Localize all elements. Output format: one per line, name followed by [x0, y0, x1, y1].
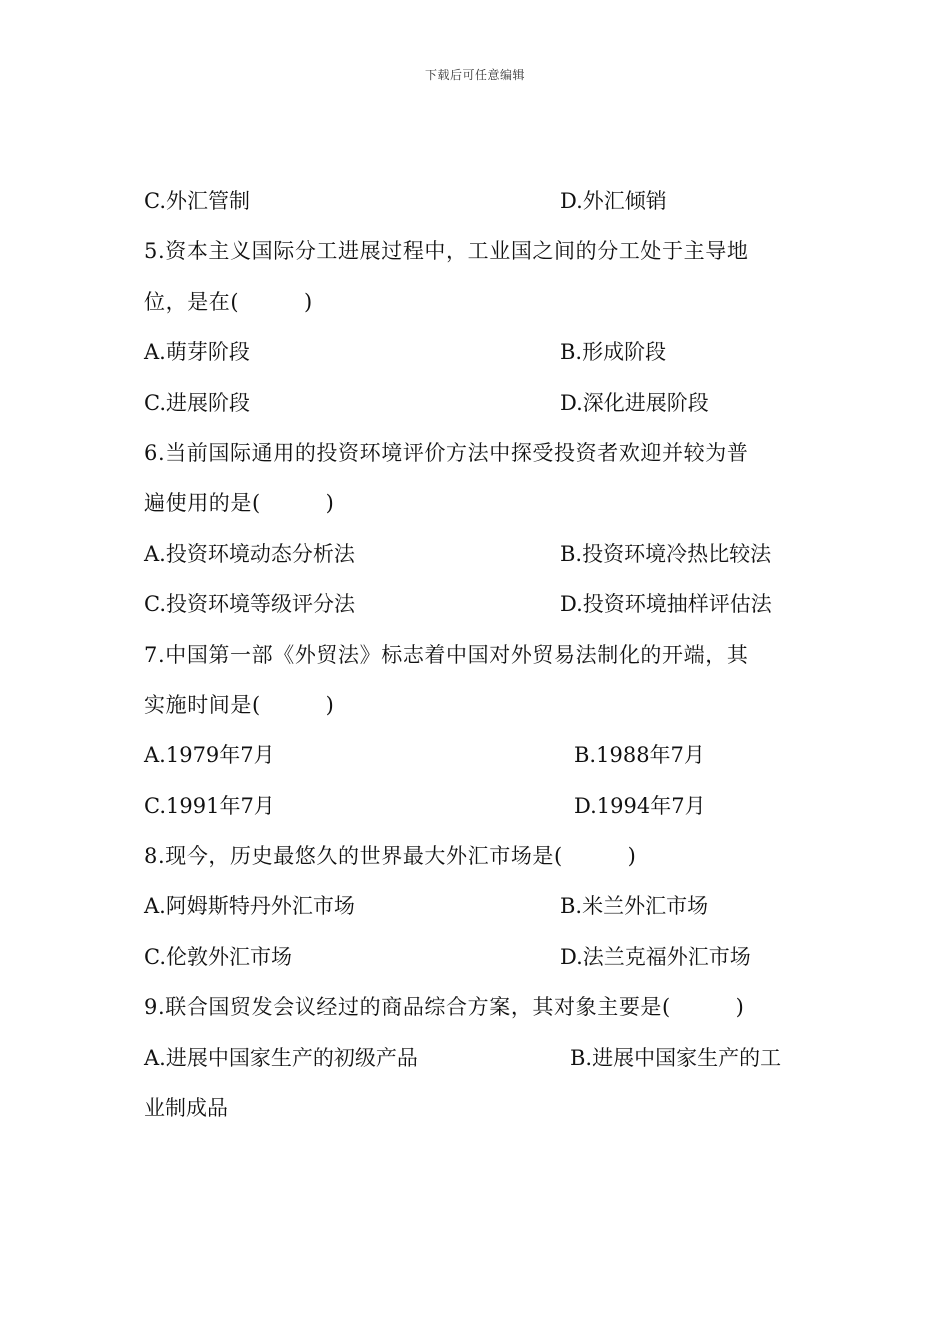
q8-option-c[interactable]: C.伦敦外汇市场 — [144, 944, 292, 969]
q7-stem-line2: 实施时间是( ) — [144, 692, 335, 717]
q5-option-b[interactable]: B.形成阶段 — [560, 340, 667, 365]
q9-stem-line1: 9.联合国贸发会议经过的商品综合方案，其对象主要是( ) — [144, 995, 745, 1020]
q6-option-c[interactable]: C.投资环境等级评分法 — [144, 592, 355, 617]
q6-option-b[interactable]: B.投资环境冷热比较法 — [560, 541, 772, 566]
q4-options-cd — [144, 176, 814, 226]
q7-stem-line1: 7.中国第一部《外贸法》标志着中国对外贸易法制化的开端，其 — [144, 642, 749, 667]
q6-stem-line2: 遍使用的是( ) — [144, 491, 335, 516]
q7-option-d[interactable]: D.1994年7月 — [574, 793, 706, 818]
q4-option-c[interactable]: C.外汇管制 — [144, 189, 250, 213]
q5-option-d[interactable]: D.深化进展阶段 — [560, 390, 709, 415]
q6-option-d[interactable]: D.投资环境抽样评估法 — [560, 592, 772, 617]
q8-option-b[interactable]: B.米兰外汇市场 — [560, 894, 709, 919]
q9-options-ab — [144, 1033, 814, 1083]
question-list — [144, 176, 814, 1133]
q7-options-ab — [144, 730, 814, 780]
q8-option-a[interactable]: A.阿姆斯特丹外汇市场 — [144, 894, 355, 919]
q5-option-a[interactable]: A.萌芽阶段 — [144, 340, 250, 365]
q8-options-ab — [144, 881, 814, 931]
q7-option-b[interactable]: B.1988年7月 — [574, 743, 705, 768]
q5-option-c[interactable]: C.进展阶段 — [144, 390, 250, 415]
q9-option-a[interactable]: A.进展中国家生产的初级产品 — [144, 1045, 418, 1070]
q5-options-ab — [144, 327, 814, 377]
q6-option-a[interactable]: A.投资环境动态分析法 — [144, 541, 355, 566]
q6-options-ab — [144, 529, 814, 579]
q6-stem-line1: 6.当前国际通用的投资环境评价方法中探受投资者欢迎并较为普 — [144, 440, 749, 465]
q8-options-cd — [144, 932, 814, 982]
q7-options-cd — [144, 781, 814, 831]
page-header: 下载后可任意编辑 — [424, 68, 525, 82]
q5-options-cd — [144, 378, 814, 428]
q4-option-d[interactable]: D.外汇倾销 — [560, 189, 667, 213]
q7-option-a[interactable]: A.1979年7月 — [144, 743, 275, 768]
q7-option-c[interactable]: C.1991年7月 — [144, 793, 275, 818]
q5-stem-line1: 5.资本主义国际分工进展过程中，工业国之间的分工处于主导地 — [144, 239, 749, 264]
q8-stem-line1: 8.现今，历史最悠久的世界最大外汇市场是( ) — [144, 844, 637, 869]
q8-option-d[interactable]: D.法兰克福外汇市场 — [560, 944, 751, 969]
q9-option-b-continued: 业制成品 — [144, 1096, 228, 1121]
q5-stem-line2: 位，是在( ) — [144, 289, 313, 314]
q6-options-cd — [144, 579, 814, 629]
q9-option-b[interactable]: B.进展中国家生产的工 — [570, 1045, 782, 1070]
